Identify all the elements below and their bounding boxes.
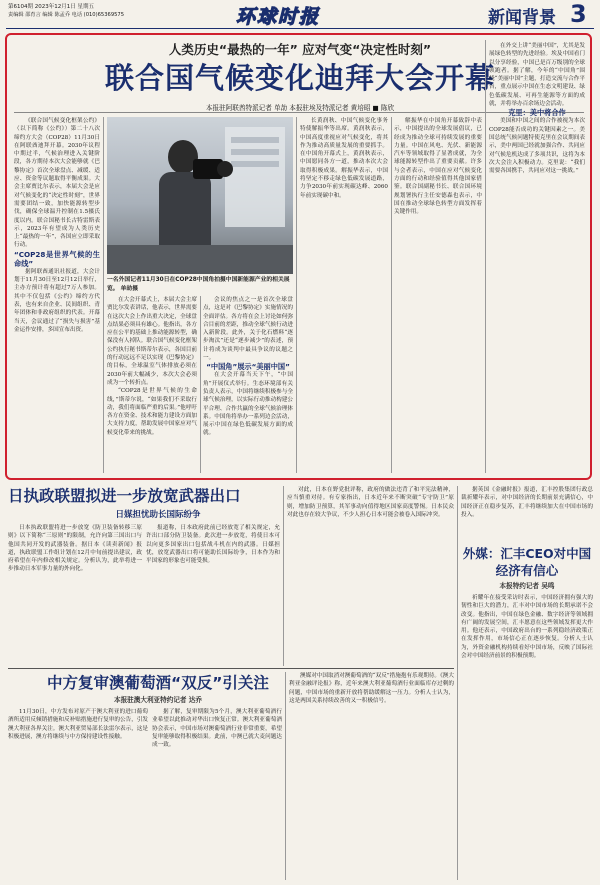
lead-paragraph-6: 在外交上讲“美丽中国”，尤其是发展绿色转型的先进经验。埃及中国看门以分享经验，中国已是百万级别的全球领跑者。据了解，今年的“中国角”围绕“美丽中国”主题，打造交流与合作平台，重点展示中国在生态文明建设、绿色低碳发展、可再生能源等方面的成就，并将举办百余场边会活动。 (489, 43, 585, 108)
lead-column-2 (107, 296, 197, 473)
lead-column-3 (203, 296, 293, 473)
section-title: 新闻背景 (488, 8, 556, 28)
column-divider (485, 40, 486, 473)
column-divider (285, 672, 286, 880)
story2-column-3 (287, 486, 454, 664)
masthead-rule (6, 28, 594, 29)
page-number: 3 (570, 0, 587, 28)
lead-column-6 (489, 42, 585, 473)
story3-byline: 本报驻澳大利亚特约记者 达乔 (113, 696, 202, 704)
lead-subhead-2: “中国角”展示“美丽中国” (206, 362, 290, 372)
story2-paragraph-1: 日本执政联盟将进一步放宽《防卫装备转移三原则》以下简称“三原则”的限制，允许向第三国出口与他国共同开发的武器装备。据日本《读卖新闻》报道，执政联盟工作组计划在12月中旬前提出建议，政府希望在年内修改相关规定。分析认为，此举将进一步推动日本军事力量的外向化。 (8, 525, 142, 573)
column-divider (457, 486, 458, 880)
column-divider (391, 117, 392, 473)
story2-headline: 日执政联盟拟进一步放宽武器出口 (8, 487, 241, 505)
lead-subhead-3: 克里：美中将合作 (508, 108, 566, 118)
story4-top-column (461, 486, 593, 538)
lead-column-5 (394, 117, 482, 473)
lead-kicker: 人类历史“最热的一年” 应对气变“决定性时刻” (168, 42, 432, 57)
story2-subhead: 日媒担忧助长国际纷争 (115, 510, 201, 520)
lead-subhead-1: “COP28是世界气候的生命线” (14, 249, 100, 268)
column-divider (200, 296, 201, 473)
story3-column-2 (152, 708, 282, 880)
lead-photo (107, 117, 293, 274)
story3-headline: 中方复审澳葡萄酒“双反”引关注 (47, 674, 269, 692)
logo-text: 环球时报 (236, 6, 321, 28)
story2-column-2 (146, 524, 280, 664)
story3-paragraph-3: 澳媒对中国取消对澳葡萄酒的“双反”措施抱有乐观期待。《澳大利亚金融评论报》称，近年来澳大利亚葡萄酒行业面临库存过剩的问题，中国市场的重新开放将帮助缓解这一压力。分析人士认为，这是两国关系持续改善的又一积极信号。 (289, 673, 454, 704)
lead-headline: 联合国气候变化迪拜大会开幕 (104, 61, 495, 95)
lead-paragraph-4: 长黄润秋、中国气候变化事务特使解振华等出席。黄润秋表示，中国高度重视应对气候变化，将其作为推动高质量发展的重要抓手。在中国角开幕式上，黄润秋表示，中国愿同各方一道，推动本次大会取得积极成果。解振华表示，中国将坚定不移走绿色低碳发展道路，力争2030年前实现碳达峰、2060年前实现碳中和。 (300, 118, 388, 199)
story2-paragraph-2: 报道称，日本政府此前已经放宽了相关规定，允许出口部分防卫装备。此次进一步放宽，将使日本可以向更多国家出口包括战斗机在内的武器。日媒担忧，放宽武器出口将可能助长国际纷争，日本作为和平国家的形象也可能受损。 (146, 525, 280, 565)
masthead-info (8, 3, 188, 19)
photographer-figure (107, 117, 293, 274)
story4-paragraph-top: 据英国《金融时报》报道，汇丰控股集团行政总裁祈耀年表示，对中国经济的长期前景充满信心，中国经济正在稳步复苏，汇丰将继续加大在中国市场的投入。 (461, 487, 593, 518)
column-divider (283, 486, 284, 666)
column-divider (103, 117, 104, 473)
story2-paragraph-3: 对此，日本在野党批评称，政府的做法违背了和平宪法精神，应当慎重对待。有专家指出，日本近年来不断突破“专守防卫”原则，增加防卫预算，其军事动向值得地区国家高度警惕。日本民众对此也存在较大争议，不少人担心日本可能会被卷入国际冲突。 (287, 487, 454, 518)
lead-paragraph-6b: 美国和中国之间的合作被视为本次COP28能否成功的关键因素之一。美国总统气候问题特使克里在会议期间表示，美中两国已经就加强合作、共同应对气候危机达成了多项共识，这将为本次大会注入积极动力。克里说：“我们需要各国携手，共同应对这一挑战。” (489, 118, 585, 175)
lead-paragraph-2: 在大会开幕式上，本届大会主席贾比尔发表讲话，他表示，世界需要在这次大会上作出重大决定，全球盘点结果必须具有雄心。他指出，各方应在公平的基础上推动能源转型，确保没有人掉队。联合国气候变化框架公约执行秘书斯蒂尔表示，各国目前的行动远远不足以实现《巴黎协定》的目标，全球温室气体排放必须在2030年前大幅减少，本次大会必须成为一个转折点。 (107, 297, 197, 386)
lead-column-4 (300, 117, 388, 473)
story4-paragraph-body: 祈耀年在接受采访时表示，中国经济拥有强大的韧性和巨大的潜力，汇丰对中国市场的长期承诺不会改变。他指出，中国在绿色金融、数字经济等领域拥有广阔的发展空间，汇丰愿意在这些领域发挥更大作用。他还表示，中国政府出台的一系列稳经济政策正在发挥作用，市场信心正在逐步恢复。分析人士认为，外资金融机构持续看好中国市场，反映了国际社会对中国经济前景的积极预期。 (461, 595, 593, 660)
lead-paragraph-1: 《联合国气候变化框架公约》（以下简称《公约》）第二十八次缔约方大会（COP28）11月30日在阿联酋迪拜开幕。2030年议程中期过半，气候治理进入关键阶段，各方期待本次大会能够就《巴黎协定》首次全球盘点、减缓、适应、资金等议题取得平衡成果。大会主席贾比尔表示，本届大会是应对气候变化的“决定性时刻”，世界需要团结一致，加快能源转型步伐，确保全球温升控制在1.5摄氏度以内。联合国秘书长古特雷斯表示，2023年有望成为人类历史上“最热的一年”，各国应立即采取行动。 (14, 118, 100, 249)
column-divider (296, 117, 297, 473)
story3-column-3 (289, 672, 454, 880)
logo (236, 2, 346, 28)
lead-byline: 本报驻阿联酋特派记者 单劼 本报驻埃及特派记者 黄培昭 ■ 陈欣 (205, 104, 395, 112)
story3-paragraph-2: 据了解，复审期限为5个月，澳大利亚葡萄酒行业希望以此推动对华出口恢复正常。澳大利亚葡萄酒协会表示，中国市场对澳葡萄酒行业非常重要，希望复审能够取得积极结果。此前，中澳已就大麦问题达成一致。 (152, 709, 282, 749)
story4-headline: 外媒：汇丰CEO对中国经济有信心 (462, 546, 592, 578)
lead-paragraph-5: 解振华在中国角开幕致辞中表示，中国提出的全球发展倡议，已经成为推动全球可持续发展的重要力量。中国在风电、光伏、新能源汽车等领域取得了显著成就，为全球能源转型作出了重要贡献。许多与会者表示，中国在应对气候变化方面的行动和经验值得其他国家借鉴。联合国副秘书长、联合国环境规划署执行主任安德森也表示，中国在推动全球绿色转型方面发挥着关键作用。 (394, 118, 482, 216)
story3-column-1 (8, 708, 148, 880)
story2-column-1 (8, 524, 142, 664)
lead-photo-caption: 一名外国记者11月30日在COP28中国角拍摄中国新能源产业的相关展览。 单劼摄 (107, 277, 290, 292)
lead-paragraph-3: 会议的焦点之一是首次全球盘点，这是对《巴黎协定》实施情况的全面评估。各方将在会上讨论如何弥合目前的差距，推动全球气候行动进入新阶段。此外，关于化石燃料“逐步淘汰”还是“逐步减少”的表述，预计将成为谈判中最具争议的议题之一。 (203, 297, 293, 362)
lead-paragraph-1b: 据阿联酋通讯社报道，大会计划于11月30日至12月12日举行，主办方预计将有超过7万人参加。其中不仅包括《公约》缔约方代表，也有来自企业、民间组织、青年团体和非政府组织的代表。开幕当天，会议通过了“损失与损害”基金运作安排，多国宣布出资。 (14, 268, 100, 333)
story3-paragraph-1: 11月30日，中方发布对原产于澳大利亚的进口葡萄酒所适用反倾销措施和反补贴措施进行复审的公告，引发澳大利亚各界关注。澳大利亚贸易部长法雷尔表示，这是积极进展，澳方将继续与中方保持建设性接触。 (8, 709, 148, 740)
lead-paragraph-3b: 在大会开幕当天下午，“中国角”开展仪式举行。生态环境部有关负责人表示，中国将继续积极参与全球气候治理，以实际行动推动构建公平合理、合作共赢的全球气候治理体系。中国角将举办一系列边会活动，展示中国在绿色低碳发展方面的成就。 (203, 372, 293, 437)
lead-column-1 (14, 117, 100, 473)
issue-info-line: 第6104期 2023年12月1日 星期五 (8, 4, 94, 10)
editor-line: 责编辑 邵育言 编辑 陈孟乔 电话 (010)65369575 (8, 12, 125, 18)
story4-column-body (461, 594, 593, 880)
story4-byline: 本报特约记者 吴鸣 (499, 582, 555, 590)
lead-paragraph-2b: “COP28是世界气候的生命线，”斯蒂尔说，“如果我们不采取行动，我们将面临严重的后果。”他呼吁各方在资金、技术和能力建设方面加大支持力度，帮助发展中国家应对气候变化带来的挑战。 (107, 388, 197, 436)
section-rule (8, 668, 454, 669)
